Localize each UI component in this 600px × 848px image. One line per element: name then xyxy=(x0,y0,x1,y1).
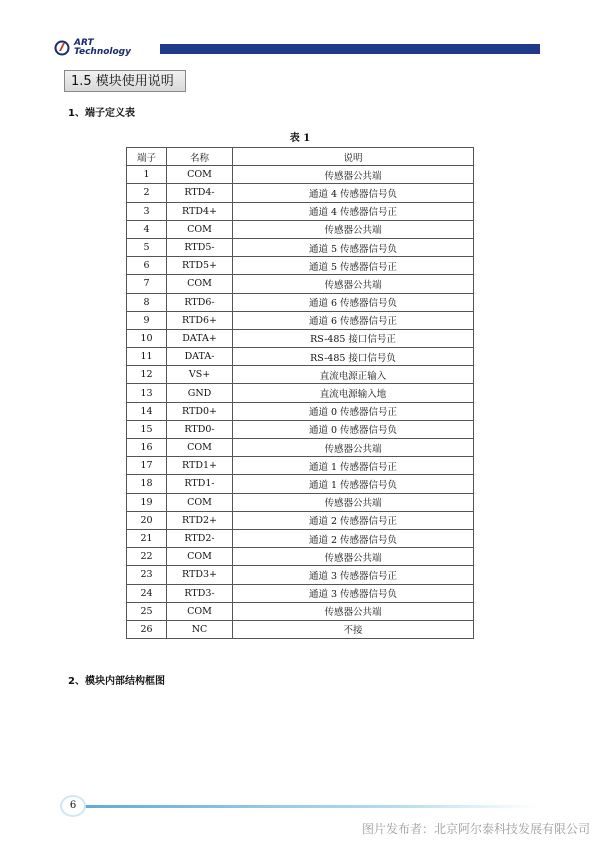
table-row xyxy=(127,384,474,402)
name-cell: RTD6- xyxy=(167,293,233,311)
table-row xyxy=(127,220,474,238)
name-cell: COM xyxy=(167,439,233,457)
terminal-cell: 11 xyxy=(127,348,167,366)
table-row xyxy=(127,548,474,566)
name-cell: COM xyxy=(167,220,233,238)
description-cell: 通道 6 传感器信号正 xyxy=(233,311,474,329)
logo-text-technology: Technology xyxy=(74,47,131,57)
name-cell: COM xyxy=(167,548,233,566)
logo-mark-icon xyxy=(54,40,70,56)
description-cell: 通道 6 传感器信号负 xyxy=(233,293,474,311)
page-number: 6 xyxy=(62,797,84,815)
name-cell: RTD2- xyxy=(167,529,233,547)
description-cell: 通道 4 传感器信号正 xyxy=(233,202,474,220)
description-cell: 不接 xyxy=(233,620,474,638)
name-cell: NC xyxy=(167,620,233,638)
logo-text-art: ART xyxy=(74,38,94,48)
name-cell: RTD0+ xyxy=(167,402,233,420)
table-row xyxy=(127,257,474,275)
table-row xyxy=(127,166,474,184)
description-cell: 通道 5 传感器信号负 xyxy=(233,238,474,256)
terminal-cell: 21 xyxy=(127,529,167,547)
name-cell: COM xyxy=(167,493,233,511)
header-description: 说明 xyxy=(233,148,474,166)
name-cell: RTD1- xyxy=(167,475,233,493)
description-cell: 传感器公共端 xyxy=(233,439,474,457)
name-cell: RTD0- xyxy=(167,420,233,438)
terminal-cell: 12 xyxy=(127,366,167,384)
terminal-cell: 1 xyxy=(127,166,167,184)
table-row xyxy=(127,439,474,457)
description-cell: 传感器公共端 xyxy=(233,602,474,620)
description-cell: RS-485 接口信号正 xyxy=(233,329,474,347)
terminal-cell: 8 xyxy=(127,293,167,311)
description-cell: 直流电源正输入 xyxy=(233,366,474,384)
table-row xyxy=(127,620,474,638)
header-name: 名称 xyxy=(167,148,233,166)
subheading-block-diagram: 2、模块内部结构框图 xyxy=(68,676,165,687)
terminal-cell: 9 xyxy=(127,311,167,329)
description-cell: 通道 2 传感器信号负 xyxy=(233,529,474,547)
description-cell: 通道 4 传感器信号负 xyxy=(233,184,474,202)
name-cell: RTD1+ xyxy=(167,457,233,475)
terminal-cell: 13 xyxy=(127,384,167,402)
table-row xyxy=(127,311,474,329)
terminal-cell: 14 xyxy=(127,402,167,420)
name-cell: DATA+ xyxy=(167,329,233,347)
table-row xyxy=(127,402,474,420)
terminal-cell: 7 xyxy=(127,275,167,293)
art-technology-logo xyxy=(52,38,162,60)
table-row xyxy=(127,584,474,602)
description-cell: 传感器公共端 xyxy=(233,548,474,566)
description-cell: 通道 3 传感器信号正 xyxy=(233,566,474,584)
description-cell: 通道 2 传感器信号正 xyxy=(233,511,474,529)
terminal-cell: 15 xyxy=(127,420,167,438)
terminal-cell: 24 xyxy=(127,584,167,602)
table-row xyxy=(127,329,474,347)
section-title: 1.5 模块使用说明 xyxy=(64,70,186,92)
table-row xyxy=(127,293,474,311)
terminal-cell: 3 xyxy=(127,202,167,220)
terminal-cell: 19 xyxy=(127,493,167,511)
terminal-cell: 2 xyxy=(127,184,167,202)
description-cell: 传感器公共端 xyxy=(233,493,474,511)
table-row xyxy=(127,511,474,529)
description-cell: 通道 1 传感器信号正 xyxy=(233,457,474,475)
description-cell: 通道 1 传感器信号负 xyxy=(233,475,474,493)
terminal-cell: 23 xyxy=(127,566,167,584)
terminal-cell: 10 xyxy=(127,329,167,347)
name-cell: RTD4+ xyxy=(167,202,233,220)
name-cell: COM xyxy=(167,275,233,293)
description-cell: 通道 5 传感器信号正 xyxy=(233,257,474,275)
table-caption: 表 1 xyxy=(289,133,311,144)
name-cell: GND xyxy=(167,384,233,402)
table-row xyxy=(127,366,474,384)
table-row xyxy=(127,348,474,366)
description-cell: 传感器公共端 xyxy=(233,220,474,238)
table-header-row xyxy=(127,148,474,166)
terminal-cell: 5 xyxy=(127,238,167,256)
terminal-table xyxy=(126,147,474,639)
name-cell: RTD5+ xyxy=(167,257,233,275)
terminal-cell: 20 xyxy=(127,511,167,529)
terminal-cell: 18 xyxy=(127,475,167,493)
name-cell: RTD3+ xyxy=(167,566,233,584)
terminal-cell: 26 xyxy=(127,620,167,638)
header-bar xyxy=(160,44,540,54)
description-cell: 传感器公共端 xyxy=(233,275,474,293)
table-row xyxy=(127,184,474,202)
name-cell: RTD3- xyxy=(167,584,233,602)
terminal-cell: 25 xyxy=(127,602,167,620)
header-terminal: 端子 xyxy=(127,148,167,166)
table-row xyxy=(127,566,474,584)
description-cell: 通道 0 传感器信号负 xyxy=(233,420,474,438)
table-row xyxy=(127,457,474,475)
name-cell: DATA- xyxy=(167,348,233,366)
terminal-cell: 4 xyxy=(127,220,167,238)
name-cell: RTD2+ xyxy=(167,511,233,529)
table-row xyxy=(127,238,474,256)
name-cell: RTD6+ xyxy=(167,311,233,329)
page-header xyxy=(52,38,542,60)
publisher-watermark: 图片发布者：北京阿尔泰科技发展有限公司 xyxy=(361,822,590,836)
table-row xyxy=(127,202,474,220)
terminal-cell: 6 xyxy=(127,257,167,275)
table-row xyxy=(127,602,474,620)
terminal-cell: 22 xyxy=(127,548,167,566)
subheading-terminal-definitions: 1、端子定义表 xyxy=(68,108,135,119)
name-cell: COM xyxy=(167,602,233,620)
table-row xyxy=(127,275,474,293)
name-cell: VS+ xyxy=(167,366,233,384)
description-cell: 通道 0 传感器信号正 xyxy=(233,402,474,420)
name-cell: RTD5- xyxy=(167,238,233,256)
name-cell: RTD4- xyxy=(167,184,233,202)
description-cell: 传感器公共端 xyxy=(233,166,474,184)
table-row xyxy=(127,420,474,438)
footer-line xyxy=(72,805,538,808)
description-cell: RS-485 接口信号负 xyxy=(233,348,474,366)
table-row xyxy=(127,529,474,547)
terminal-cell: 16 xyxy=(127,439,167,457)
description-cell: 通道 3 传感器信号负 xyxy=(233,584,474,602)
terminal-cell: 17 xyxy=(127,457,167,475)
table-row xyxy=(127,493,474,511)
table-row xyxy=(127,475,474,493)
name-cell: COM xyxy=(167,166,233,184)
description-cell: 直流电源输入地 xyxy=(233,384,474,402)
